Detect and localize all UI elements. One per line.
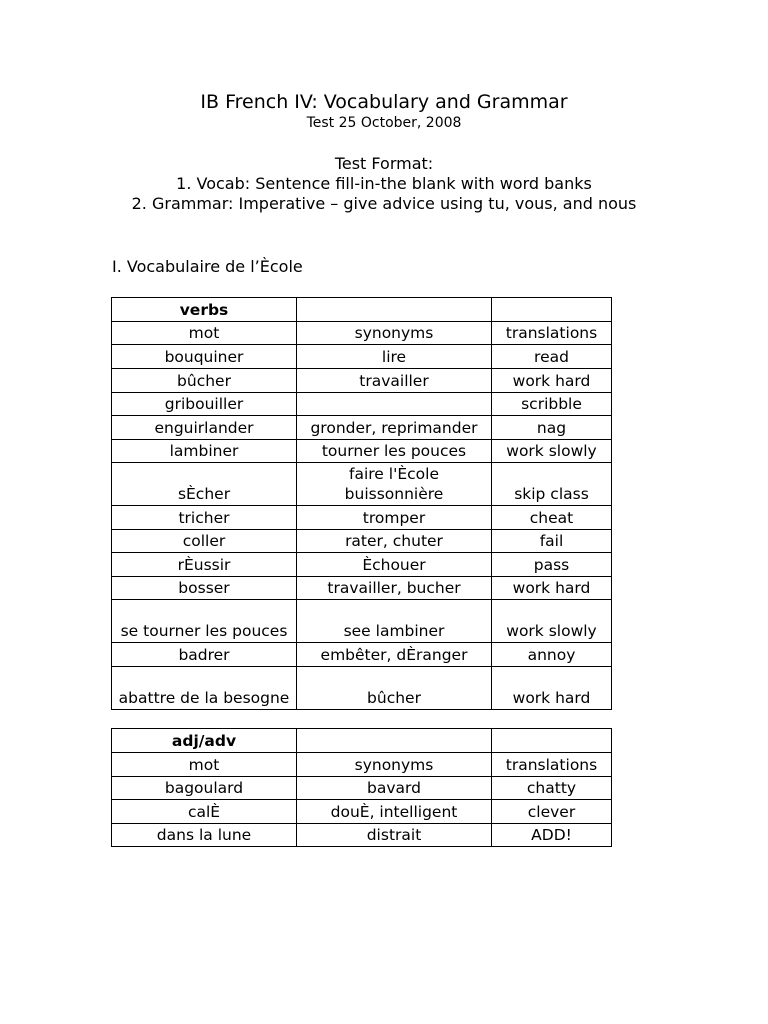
table-cell: see lambiner: [297, 600, 492, 643]
table-row: [112, 800, 612, 824]
table-cell: travailler: [297, 369, 492, 393]
document-title: IB French IV: Vocabulary and Grammar: [200, 91, 568, 113]
table-row: [112, 463, 612, 506]
table-row: [112, 440, 612, 463]
table-cell-empty: [492, 298, 612, 322]
table-row: [112, 667, 612, 710]
table-cell: tricher: [112, 506, 297, 530]
table-category-row: [112, 729, 612, 753]
table-cell: work hard: [492, 667, 612, 710]
adj-adv-table: [111, 728, 612, 847]
column-header: synonyms: [297, 322, 492, 345]
table-cell: bosser: [112, 577, 297, 600]
table-cell: distrait: [297, 824, 492, 847]
table-cell: lire: [297, 345, 492, 369]
test-format-block: [120, 154, 648, 214]
column-header: mot: [112, 322, 297, 345]
table-cell: work slowly: [492, 440, 612, 463]
table-row: [112, 643, 612, 667]
table-cell: Èchouer: [297, 553, 492, 577]
test-format-item: 1. Vocab: Sentence fill-in-the blank with word banks: [176, 174, 592, 193]
table-cell: dans la lune: [112, 824, 297, 847]
table-cell: work slowly: [492, 600, 612, 643]
table-row: [112, 369, 612, 393]
table-row: [112, 824, 612, 847]
column-header: synonyms: [297, 753, 492, 777]
table-cell: scribble: [492, 393, 612, 416]
table-header-row: [112, 753, 612, 777]
test-format-item: 2. Grammar: Imperative – give advice using tu, vous, and nous: [131, 194, 637, 213]
table-cell: annoy: [492, 643, 612, 667]
table-cell: lambiner: [112, 440, 297, 463]
table-row: [112, 553, 612, 577]
table-cell: fail: [492, 530, 612, 553]
table-cell: work hard: [492, 369, 612, 393]
column-header: translations: [492, 753, 612, 777]
table-cell: bouquiner: [112, 345, 297, 369]
section-heading: I. Vocabulaire de l’Ècole: [112, 257, 303, 276]
table-cell: bûcher: [112, 369, 297, 393]
table-cell-empty: [492, 729, 612, 753]
table-row: [112, 416, 612, 440]
table-row: [112, 600, 612, 643]
table-category-label: verbs: [112, 298, 297, 322]
table-cell: cheat: [492, 506, 612, 530]
test-format-heading: Test Format:: [334, 154, 434, 173]
table-cell: badrer: [112, 643, 297, 667]
table-cell: chatty: [492, 777, 612, 800]
table-cell: sÈcher: [112, 463, 297, 506]
table-cell: ADD!: [492, 824, 612, 847]
table-cell-empty: [297, 729, 492, 753]
column-header: translations: [492, 322, 612, 345]
verbs-table: [111, 297, 612, 710]
table-cell: tourner les pouces: [297, 440, 492, 463]
table-cell: bavard: [297, 777, 492, 800]
table-cell: clever: [492, 800, 612, 824]
table-cell: calÈ: [112, 800, 297, 824]
table-row: [112, 777, 612, 800]
table-header-row: [112, 322, 612, 345]
table-cell: gribouiller: [112, 393, 297, 416]
table-category-label: adj/adv: [112, 729, 297, 753]
table-cell: se tourner les pouces: [112, 600, 297, 643]
table-cell: gronder, reprimander: [297, 416, 492, 440]
table-cell: douÈ, intelligent: [297, 800, 492, 824]
table-cell: rater, chuter: [297, 530, 492, 553]
table-cell: rÈussir: [112, 553, 297, 577]
table-row: [112, 577, 612, 600]
table-category-row: [112, 298, 612, 322]
table-cell: skip class: [492, 463, 612, 506]
table-cell: read: [492, 345, 612, 369]
table-row: [112, 530, 612, 553]
document-subtitle: Test 25 October, 2008: [306, 115, 462, 131]
table-row: [112, 393, 612, 416]
table-cell: enguirlander: [112, 416, 297, 440]
table-cell: faire l'Ècole buissonnière: [297, 463, 492, 506]
table-cell: travailler, bucher: [297, 577, 492, 600]
table-cell: bûcher: [297, 667, 492, 710]
table-cell: coller: [112, 530, 297, 553]
table-cell: abattre de la besogne: [112, 667, 297, 710]
table-row: [112, 506, 612, 530]
table-cell-empty: [297, 298, 492, 322]
table-cell: embêter, dÈranger: [297, 643, 492, 667]
table-row: [112, 345, 612, 369]
table-cell: bagoulard: [112, 777, 297, 800]
table-cell: nag: [492, 416, 612, 440]
table-cell: tromper: [297, 506, 492, 530]
table-cell: [297, 393, 492, 416]
table-cell: pass: [492, 553, 612, 577]
table-cell: work hard: [492, 577, 612, 600]
column-header: mot: [112, 753, 297, 777]
